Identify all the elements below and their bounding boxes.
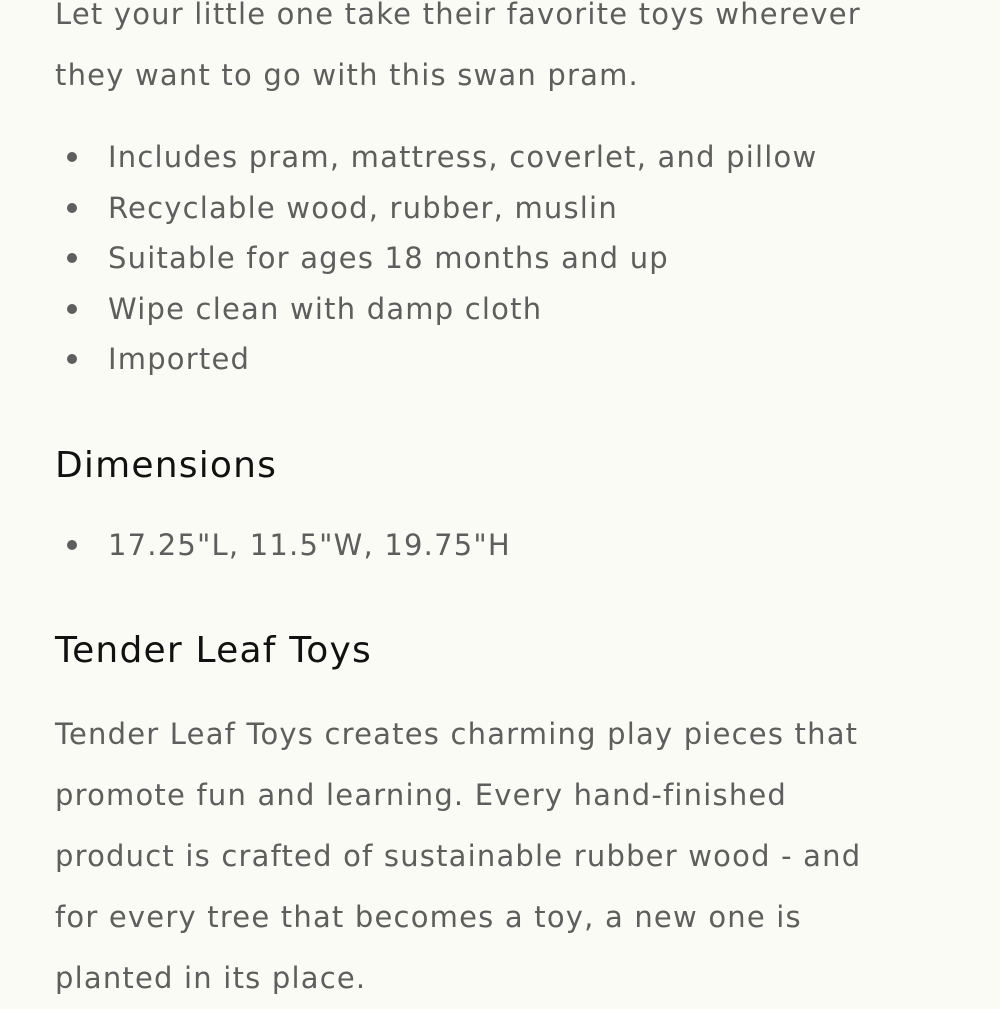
list-item-text: Suitable for ages 18 months and up <box>108 241 669 275</box>
intro-line: they want to go with this swan pram. <box>55 58 639 92</box>
brand-line: product is crafted of sustainable rubber wood - and <box>55 839 862 873</box>
list-item <box>0 284 1000 335</box>
list-item <box>0 132 1000 183</box>
list-item <box>0 183 1000 234</box>
list-item-text: Imported <box>108 342 251 376</box>
features-list <box>0 132 1000 385</box>
brand-line: Tender Leaf Toys creates charming play pieces that <box>55 717 859 751</box>
list-item <box>0 520 1000 571</box>
list-item-text: Wipe clean with damp cloth <box>108 291 543 326</box>
bullet-dot-icon <box>67 203 77 213</box>
brand-line: for every tree that becomes a toy, a new one is <box>55 900 802 934</box>
bullet-dot-icon <box>67 152 77 162</box>
bullet-dot-icon <box>67 540 77 550</box>
brand-line: planted in its place. <box>55 961 367 995</box>
list-item-text: Recyclable wood, rubber, muslin <box>108 190 618 225</box>
dimensions-heading: Dimensions <box>55 445 278 486</box>
bullet-dot-icon <box>67 304 77 314</box>
bullet-dot-icon <box>67 354 77 364</box>
brand-paragraph <box>55 704 955 1009</box>
brand-line: promote fun and learning. Every hand-finished <box>55 778 788 812</box>
dimensions-list <box>0 520 1000 571</box>
bullet-dot-icon <box>67 253 77 263</box>
list-item-text: Includes pram, mattress, coverlet, and pillow <box>108 140 818 174</box>
list-item <box>0 233 1000 284</box>
dimensions-value: 17.25"L, 11.5"W, 19.75"H <box>108 528 511 562</box>
brand-heading: Tender Leaf Toys <box>55 630 372 671</box>
intro-line: Let your little one take their favorite toys wherever <box>55 0 861 31</box>
list-item <box>0 334 1000 385</box>
intro-paragraph <box>55 0 955 106</box>
